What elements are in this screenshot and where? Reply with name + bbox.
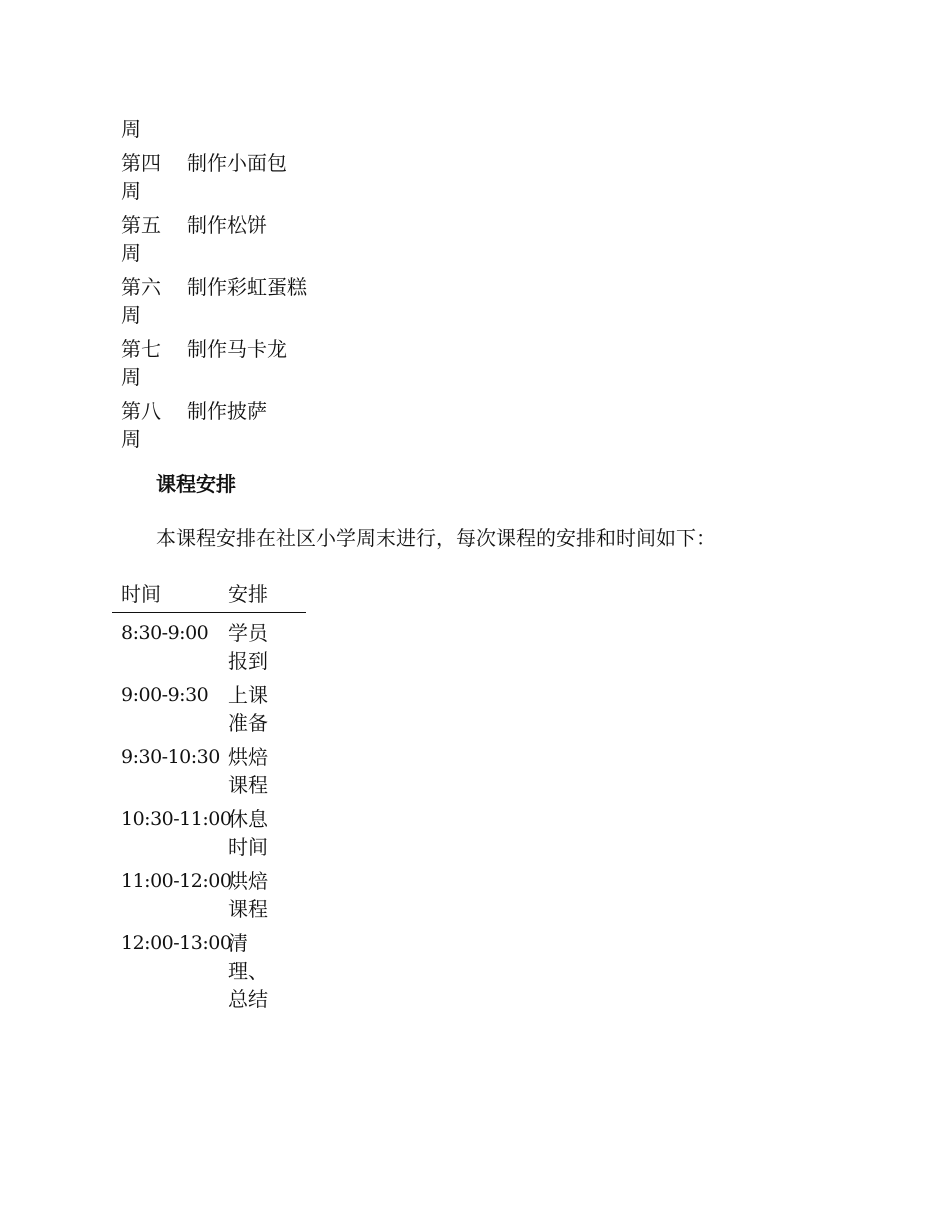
schedule-time: 11:00-12:00 [121,870,232,892]
schedule-row [112,743,306,799]
schedule-time: 9:30-10:30 [121,746,220,768]
week-activity: 制作披萨 [187,399,267,423]
schedule-time: 8:30-9:00 [121,622,209,644]
schedule-time: 9:00-9:30 [121,684,209,706]
weekly-row [121,149,307,205]
week-label: 周 [121,117,141,141]
schedule-item: 烘焙课程 [228,745,268,797]
schedule-item: 烘焙课程 [228,869,268,921]
schedule-item: 清理、总结 [228,931,268,1011]
weekly-row [121,335,307,391]
week-label: 第八周 [121,399,161,451]
schedule-row [112,929,306,1013]
weekly-row [121,211,307,267]
week-activity: 制作松饼 [187,213,267,237]
weekly-row [121,397,307,453]
week-activity: 制作小面包 [187,151,287,175]
section-heading: 课程安排 [156,472,236,496]
schedule-row [112,681,306,737]
week-label: 第六周 [121,275,161,327]
schedule-time: 10:30-11:00 [121,808,232,830]
weekly-row [121,115,307,143]
weekly-plan-table [121,115,307,459]
schedule-table [112,580,306,1019]
schedule-header-row [112,580,306,613]
week-label: 第七周 [121,337,161,389]
schedule-row [112,867,306,923]
column-header-time: 时间 [121,582,161,606]
schedule-row [112,805,306,861]
week-activity: 制作马卡龙 [187,337,287,361]
schedule-item: 学员报到 [228,621,268,673]
schedule-row [112,619,306,675]
week-label: 第五周 [121,213,161,265]
schedule-item: 休息时间 [228,807,268,859]
schedule-time: 12:00-13:00 [121,932,232,954]
week-label: 第四周 [121,151,161,203]
intro-paragraph: 本课程安排在社区小学周末进行，每次课程的安排和时间如下： [156,526,716,550]
week-activity: 制作彩虹蛋糕 [187,275,307,299]
column-header-arrangement: 安排 [228,582,268,606]
weekly-row [121,273,307,329]
schedule-item: 上课准备 [228,683,268,735]
